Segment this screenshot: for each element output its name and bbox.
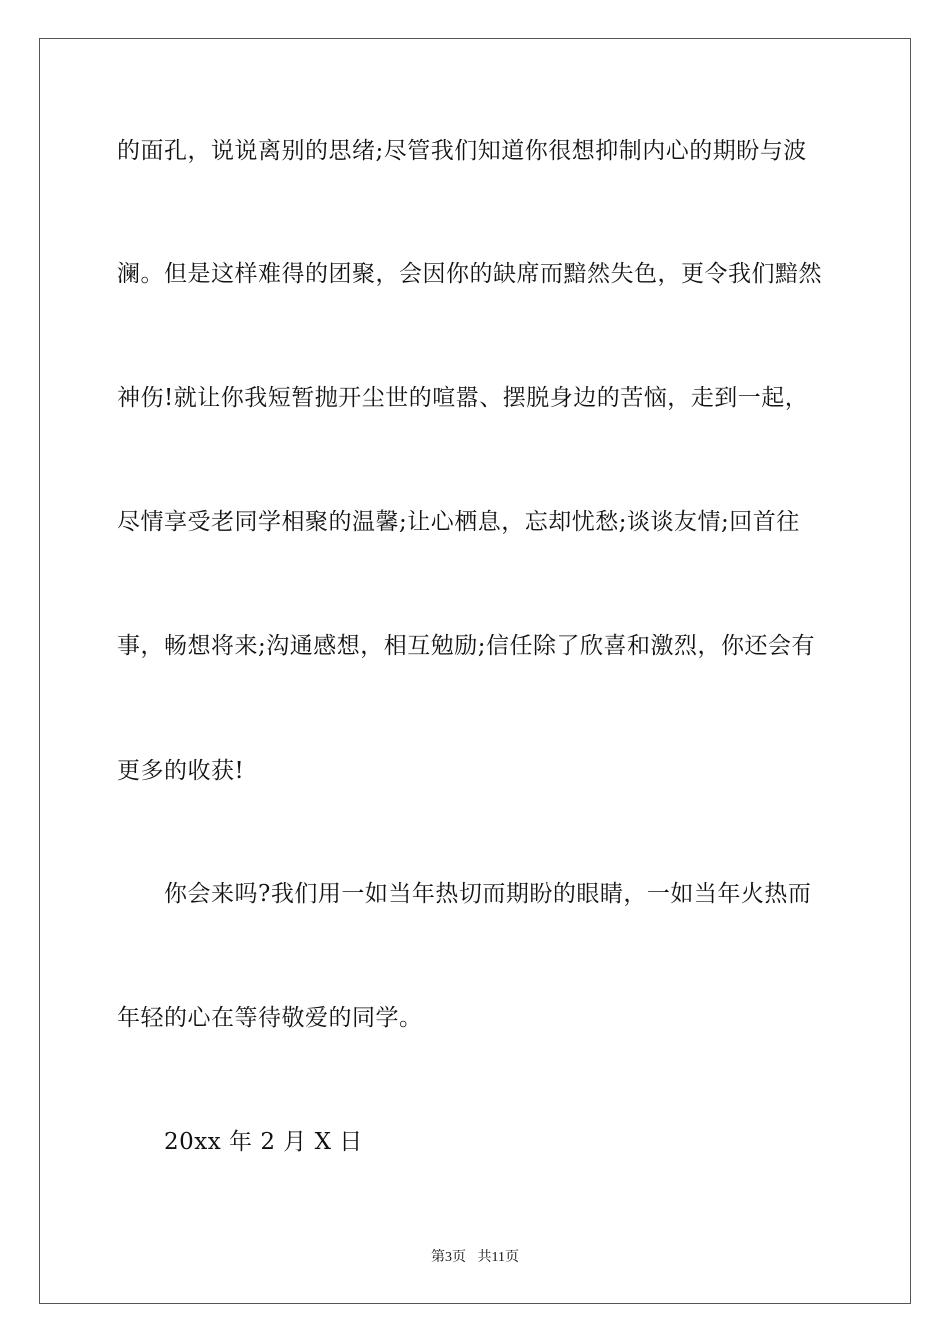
page-total: 共11页: [477, 1250, 519, 1265]
body-line: 事，畅想将来;沟通感想，相互勉励;信任除了欣喜和激烈，你还会有: [117, 633, 815, 659]
page-border: [39, 38, 911, 1304]
body-line: 的面孔，说说离别的思绪;尽管我们知道你很想抑制内心的期盼与波: [117, 138, 807, 164]
body-line: 澜。但是这样难得的团聚，会因你的缺席而黯然失色，更令我们黯然: [117, 261, 822, 287]
body-line: 你会来吗?我们用一如当年热切而期盼的眼睛，一如当年火热而: [164, 881, 812, 907]
date-line: 20xx 年 2 月 X 日: [164, 1129, 363, 1155]
body-line: 更多的收获!: [117, 758, 245, 784]
body-line: 神伤!就让你我短暂抛开尘世的喧嚣、摆脱身边的苦恼，走到一起，: [117, 385, 809, 411]
page-footer: [0, 1246, 950, 1266]
page-number: 第3页: [431, 1250, 466, 1265]
body-line: 尽情享受老同学相聚的温馨;让心栖息，忘却忧愁;谈谈友情;回首往: [117, 509, 800, 535]
body-line: 年轻的心在等待敬爱的同学。: [117, 1005, 423, 1031]
